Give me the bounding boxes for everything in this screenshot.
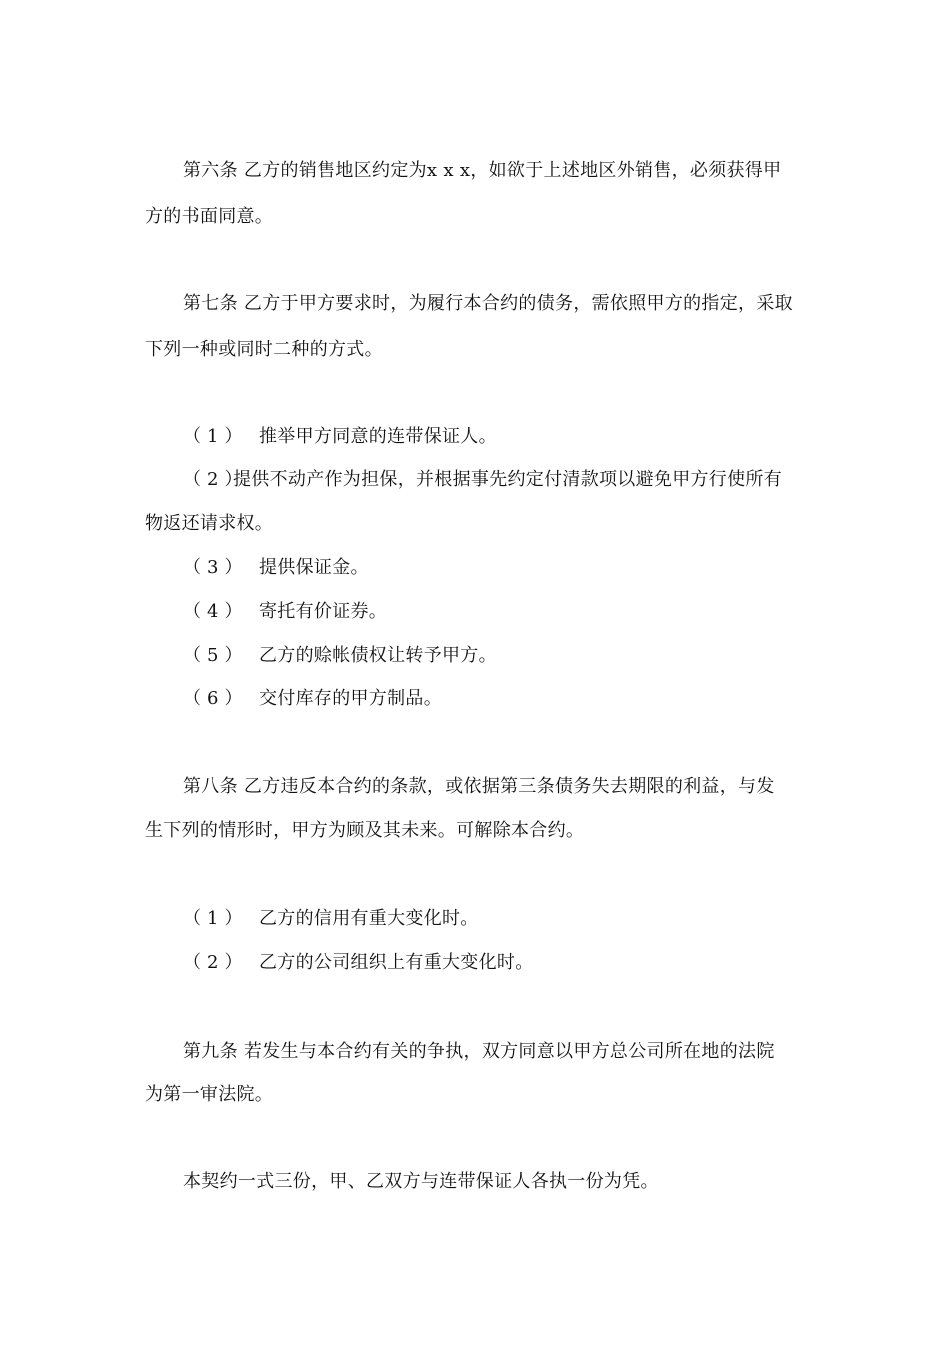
list-number: （6） xyxy=(183,688,249,709)
list-number: （3） xyxy=(183,557,249,578)
list-text: 提供保证金。 xyxy=(259,557,369,578)
list-text: 推举甲方同意的连带保证人。 xyxy=(259,426,497,447)
article-8-line-1: 第八条 乙方违反本合约的条款，或依据第三条债务失去期限的利益，与发 xyxy=(183,776,775,797)
article-7-item-2-cont: 物返还请求权。 xyxy=(145,513,274,534)
article-8-item-2 xyxy=(183,951,534,975)
article-7-item-3 xyxy=(183,556,369,580)
closing-statement: 本契约一式三份，甲、乙双方与连带保证人各执一份为凭。 xyxy=(183,1171,659,1192)
article-6-line-1: 第六条 乙方的销售地区约定为x x x，如欲于上述地区外销售，必须获得甲 xyxy=(183,160,782,181)
article-7-item-4 xyxy=(183,600,387,624)
list-number: （4） xyxy=(183,601,249,622)
article-7-item-6 xyxy=(183,687,442,711)
list-number: （5） xyxy=(183,645,249,666)
article-7-line-1: 第七条 乙方于甲方要求时，为履行本合约的债务，需依照甲方的指定，采取 xyxy=(183,293,793,314)
article-7-item-5 xyxy=(183,644,497,668)
list-text: 提供不动产作为担保，并根据事先约定付清款项以避免甲方行使所有 xyxy=(233,469,782,490)
article-9-line-2: 为第一审法院。 xyxy=(145,1084,274,1105)
article-7-line-2: 下列一种或同时二种的方式。 xyxy=(145,339,383,360)
article-8-item-1 xyxy=(183,907,479,931)
article-7-item-2 xyxy=(183,468,782,492)
list-text: 乙方的公司组织上有重大变化时。 xyxy=(259,952,534,973)
list-number: （2） xyxy=(183,952,249,973)
article-7-item-1 xyxy=(183,425,497,449)
list-text: 乙方的赊帐债权让转予甲方。 xyxy=(259,645,497,666)
article-9-line-1: 第九条 若发生与本合约有关的争执，双方同意以甲方总公司所在地的法院 xyxy=(183,1041,775,1062)
list-number: （1） xyxy=(183,426,249,447)
article-8-line-2: 生下列的情形时，甲方为顾及其未来。可解除本合约。 xyxy=(145,820,585,841)
list-text: 寄托有价证券。 xyxy=(259,601,388,622)
list-text: 交付库存的甲方制品。 xyxy=(259,688,442,709)
article-6-line-2: 方的书面同意。 xyxy=(145,206,274,227)
list-text: 乙方的信用有重大变化时。 xyxy=(259,908,479,929)
list-number: （1） xyxy=(183,908,249,929)
list-number: （2） xyxy=(183,469,249,490)
